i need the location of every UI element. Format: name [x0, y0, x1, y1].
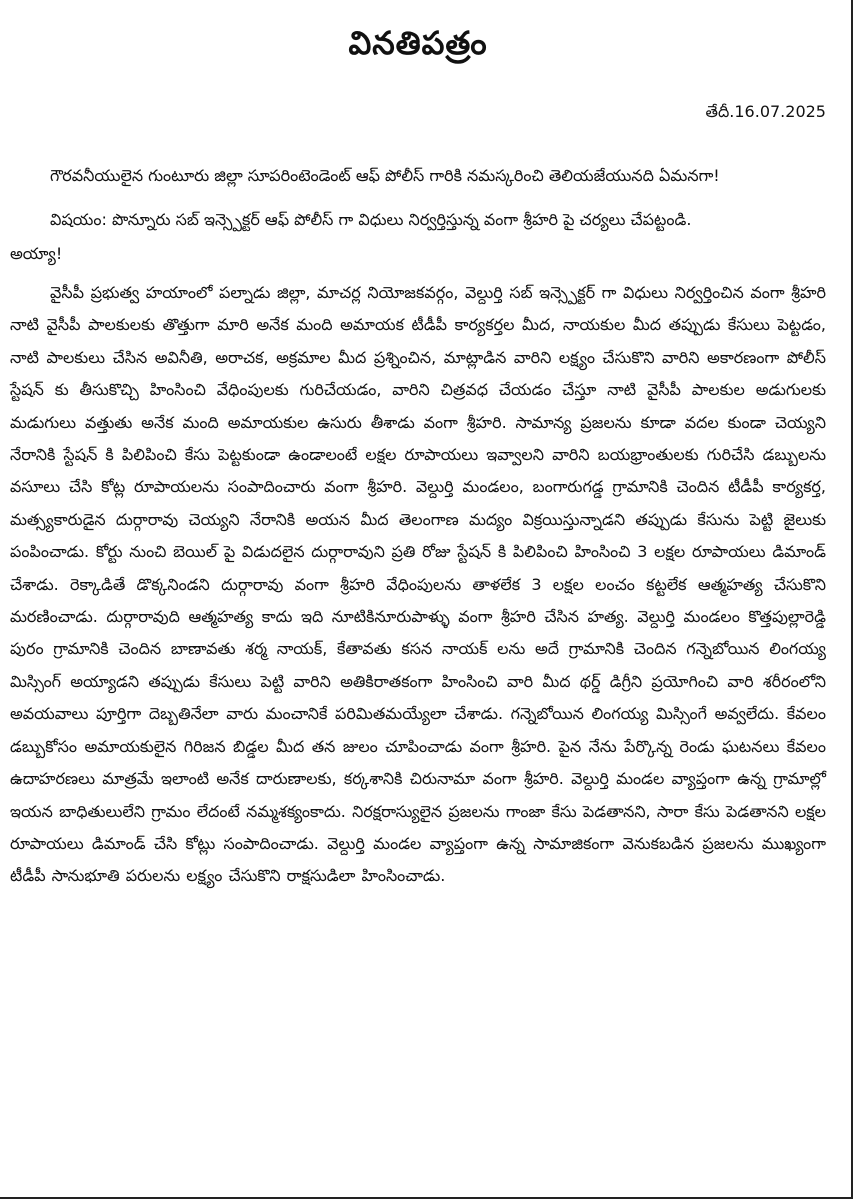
letter-body: వైసీపీ ప్రభుత్వ హయాంలో పల్నాడు జిల్లా, మాచర్ల నియోజకవర్గం, వెల్దుర్తి సబ్ ఇన్స్పెక్టర్ గా విధులు నిర్వర్తించిన వంగా శ్రీహరి నాటి వైసీపీ పాలకులకు తొత్తుగా మారి అనేక మంది అమాయక టీడీపీ కార్యకర్తల మీద, నాయకుల మీద తప్పుడు కేసులు పెట్టడం, నాటి పాలకులు చేసిన అవినీతి, అరాచక, అక్రమాల మీద ప్రశ్నించిన, మాట్లాడిన వారిని లక్ష్యం చేసుకొని వారిని అకారణంగా పోలీస్ స్టేషన్ కు తీసుకొచ్చి హింసించి వేధింపులకు గురిచేయడం, వారిని చిత్రవధ చేయడం చేస్తూ నాటి వైసీపీ పాలకుల అడుగులకు మడుగులు వత్తుతు అనేక మంది అమాయకుల ఉసురు తీశాడు వంగా శ్రీహరి. సామాన్య ప్రజలను కూడా వదల కుండా చెయ్యని నేరానికి స్టేషన్ కి పిలిపించి కేసు పెట్టకుండా ఉండాలంటే లక్షల రూపాయలు ఇవ్వాలని వారిని బయభ్రాంతులకు గురిచేసి డబ్బులను వసూలు చేసి కోట్ల రూపాయలను సంపాదించారు వంగా శ్రీహరి. వెల్దుర్తి మండలం, బంగారుగడ్డ గ్రామానికి చెందిన టీడీపీ కార్యకర్త, మత్స్యకారుడైన దుర్గారావు చెయ్యని నేరానికి అయన మీద తెలంగాణ మద్యం విక్రయిస్తున్నాడని తప్పుడు కేసును పెట్టి జైలుకు పంపించాడు. కోర్టు నుంచి బెయిల్ పై విడుదలైన దుర్గారావుని ప్రతి రోజు స్టేషన్ కి పిలిపించి హింసించి 3 లక్షల రూపాయలు డిమాండ్ చేశాడు. రెక్కాడితే డొక్కనిండని దుర్గారావు వంగా శ్రీహరి వేధింపులను తాళలేక 3 లక్షల లంచం కట్టలేక ఆత్మహత్య చేసుకొని మరణించాడు. దుర్గారావుది ఆత్మహత్య కాదు ఇది నూటికినూరుపాళ్ళు వంగా శ్రీహరి చేసిన హత్య. వెల్దుర్తి మండలం కొత్తపుల్లారెడ్డి పురం గ్రామానికి చెందిన బాణావతు శర్మ నాయక్, కేతావతు కసన నాయక్ లను అదే గ్రామానికి చెందిన గన్నెబోయిన లింగయ్య మిస్సింగ్ అయ్యాడని తప్పుడు కేసులు పెట్టి వారిని అతికిరాతకంగా హింసించి వారి మీద థర్డ్ డిగ్రీని ప్రయోగించి వారి శరీరంలోని అవయవాలు పూర్తిగా దెబ్బతినేలా వారు మంచానికే పరిమితమయ్యేలా చేశాడు. గన్నెబోయిన లింగయ్య మిస్సింగే అవ్వలేదు. కేవలం డబ్బుకోసం అమాయకులైన గిరిజన బిడ్డల మీద తన జులం చూపించాడు వంగా శ్రీహరి. పైన నేను పేర్కొన్న రెండు ఘటనలు కేవలం ఉదాహరణలు మాత్రమే ఇలాంటి అనేక దారుణాలకు, కర్కశానికి చిరునామా వంగా శ్రీహరి. వెల్దుర్తి మండల వ్యాప్తంగా ఉన్న గ్రామాల్లో ఇయన బాధితులులేని గ్రామం లేదంటే నమ్మశక్యంకాదు. నిరక్షరాస్యులైన ప్రజలను గాంజా కేసు పెడతానని, సారా కేసు పెడతానని లక్షల రూపాయలు డిమాండ్ చేసి కోట్లు సంపాదించాడు. వెల్దుర్తి మండల వ్యాప్తంగా ఉన్న సామాజికంగా వెనుకబడిన ప్రజలను ముఖ్యంగా టీడీపీ సానుభూతి పరులను లక్ష్యం చేసుకొని రాక్షసుడిలా హింసించాడు. [10, 283, 826, 886]
letter-subject: విషయం: పొన్నూరు సబ్ ఇన్స్పెక్టర్ ఆఫ్ పోలీస్ గా విధులు నిర్వర్తిస్తున్న వంగా శ్రీహరి పై చర్యలు చేపట్టండి. [50, 210, 692, 229]
letter-address: అయ్యా! [10, 244, 63, 263]
letter-salutation: గౌరవనీయులైన గుంటూరు జిల్లా సూపరింటెండెంట్ ఆఫ్ పోలీస్ గారికి నమస్కరించి తెలియజేయునది ఏమనగా! [50, 166, 720, 185]
letter-title: వినతిపత్రం [348, 24, 488, 62]
letter-date: తేదీ.16.07.2025 [705, 102, 826, 121]
